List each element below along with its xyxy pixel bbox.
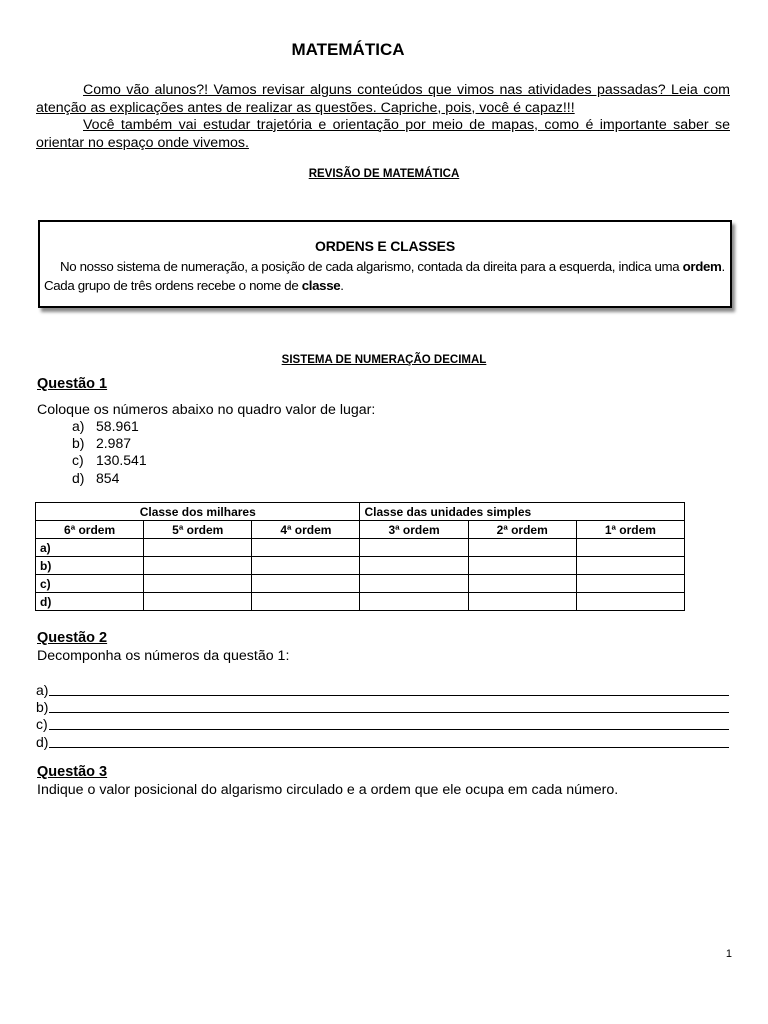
section-heading-revisao: REVISÃO DE MATEMÁTICA xyxy=(308,168,460,180)
table-cell[interactable] xyxy=(252,539,360,557)
list-item: c) 130.541 xyxy=(72,452,147,469)
table-row xyxy=(36,575,685,593)
table-cell[interactable] xyxy=(576,575,684,593)
intro-paragraph-2: Você também vai estudar trajetória e orientação por meio de mapas, como é importante saber se orientar no espaço onde vivemos. xyxy=(36,117,730,151)
row-label: c) xyxy=(36,575,144,593)
table-cell[interactable] xyxy=(144,539,252,557)
row-label: d) xyxy=(36,593,144,611)
list-item: b) 2.987 xyxy=(72,435,132,452)
number-list xyxy=(72,418,147,487)
intro-paragraph-1: Como vão alunos?! Vamos revisar alguns conteúdos que vimos nas atividades passadas? Leia com atenção as explicações antes de realizar as questões. Capriche, pois, você é capaz!!! xyxy=(36,82,730,116)
list-item: d) 854 xyxy=(72,469,120,486)
table-cell[interactable] xyxy=(144,575,252,593)
table-cell[interactable] xyxy=(576,557,684,575)
table-cell[interactable] xyxy=(468,539,576,557)
table-cell[interactable] xyxy=(360,539,468,557)
question-3-text: Indique o valor posicional do algarismo circulado e a ordem que ele ocupa em cada número. xyxy=(37,782,619,798)
definition-box xyxy=(38,220,732,308)
answer-line[interactable]: a) xyxy=(36,682,729,699)
class-header-unidades: Classe das unidades simples xyxy=(360,503,685,521)
question-2-heading: Questão 2 xyxy=(37,630,108,646)
table-cell[interactable] xyxy=(252,557,360,575)
box-line-1: No nosso sistema de numeração, a posição de cada algarismo, contada da direita para a esquerda, indica uma ordem. xyxy=(60,259,725,274)
table-cell[interactable] xyxy=(468,575,576,593)
table-cell[interactable] xyxy=(144,593,252,611)
answer-lines xyxy=(36,682,729,751)
box-line-2: Cada grupo de três ordens recebe o nome de classe. xyxy=(44,278,344,293)
answer-line[interactable]: c) xyxy=(36,716,729,733)
order-header: 4ª ordem xyxy=(252,521,360,539)
table-row xyxy=(36,593,685,611)
table-cell[interactable] xyxy=(252,593,360,611)
list-item: a) 58.961 xyxy=(72,418,139,434)
table-row xyxy=(36,539,685,557)
answer-line[interactable]: b) xyxy=(36,699,729,716)
table-cell[interactable] xyxy=(576,593,684,611)
question-1-heading: Questão 1 xyxy=(37,376,108,392)
section-heading-sistema: SISTEMA DE NUMERAÇÃO DECIMAL xyxy=(281,354,487,366)
row-label: a) xyxy=(36,539,144,557)
question-1-text: Coloque os números abaixo no quadro valor de lugar: xyxy=(37,402,376,418)
order-header: 1ª ordem xyxy=(576,521,684,539)
box-title: ORDENS E CLASSES xyxy=(315,238,455,254)
order-header: 3ª ordem xyxy=(360,521,468,539)
table-cell[interactable] xyxy=(360,557,468,575)
page-title: MATEMÁTICA xyxy=(291,40,405,59)
order-header: 2ª ordem xyxy=(468,521,576,539)
row-label: b) xyxy=(36,557,144,575)
table-row xyxy=(36,557,685,575)
question-2-text: Decomponha os números da questão 1: xyxy=(37,648,290,664)
table-cell[interactable] xyxy=(576,539,684,557)
table-cell[interactable] xyxy=(360,575,468,593)
order-header: 6ª ordem xyxy=(36,521,144,539)
place-value-table xyxy=(35,502,685,611)
intro-text xyxy=(36,82,730,152)
page-number: 1 xyxy=(725,948,732,960)
table-cell[interactable] xyxy=(252,575,360,593)
class-header-milhares: Classe dos milhares xyxy=(36,503,360,521)
table-cell[interactable] xyxy=(144,557,252,575)
order-header: 5ª ordem xyxy=(144,521,252,539)
question-3-heading: Questão 3 xyxy=(37,764,108,780)
table-cell[interactable] xyxy=(468,557,576,575)
table-cell[interactable] xyxy=(468,593,576,611)
table-cell[interactable] xyxy=(360,593,468,611)
answer-line[interactable]: d) xyxy=(36,734,729,751)
